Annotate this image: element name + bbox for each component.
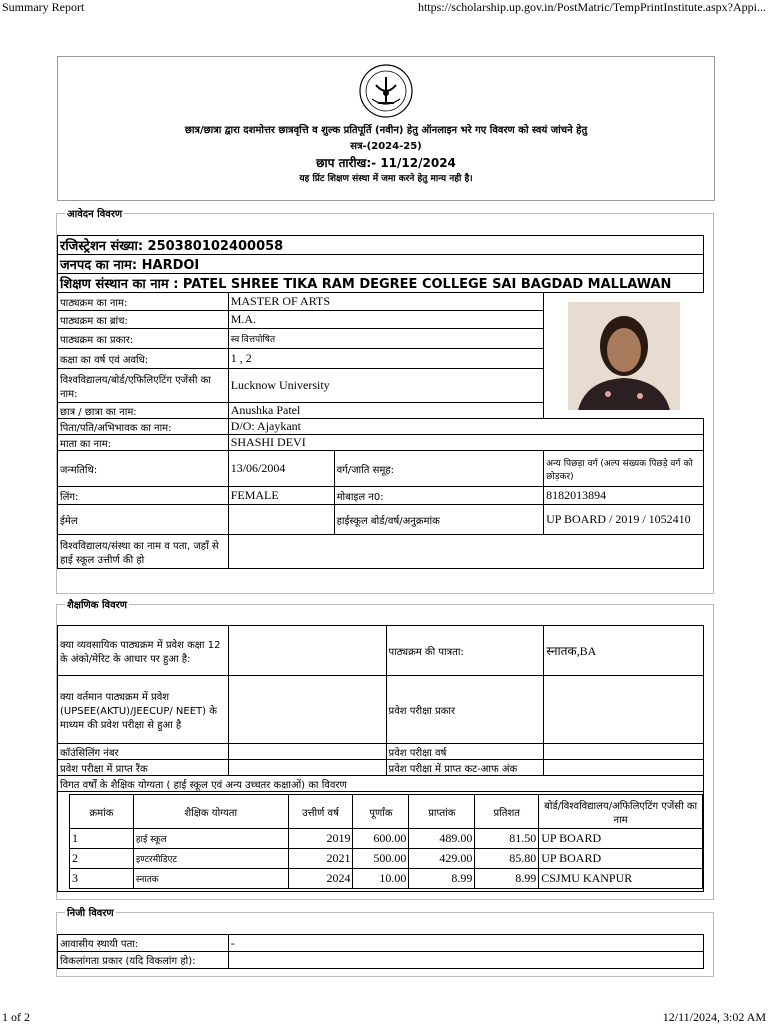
table-row	[70, 869, 703, 889]
cell-serial: 1	[70, 829, 134, 849]
application-section	[56, 206, 714, 594]
cell-serial: 2	[70, 849, 134, 869]
cell-percent: 81.50	[475, 829, 539, 849]
dob-value: 13/06/2004	[228, 451, 334, 487]
address-label: आवासीय स्थायी पता:	[58, 935, 229, 952]
cell-percent: 85.80	[475, 849, 539, 869]
col-qualification: शैक्षिक योग्यता	[133, 795, 288, 829]
past-education-table	[69, 794, 703, 889]
report-header	[57, 56, 715, 201]
cell-obtained: 8.99	[409, 869, 475, 889]
mobile-label: मोबाइल न0:	[334, 487, 544, 505]
district-name: जनपद का नाम: HARDOI	[58, 255, 704, 274]
eligibility-value: स्नातक,BA	[544, 626, 704, 676]
cell-obtained: 489.00	[409, 829, 475, 849]
col-board: बोर्ड/विश्वविद्यालय/अफिलिएटिंग एजेंसी का नाम	[539, 795, 703, 829]
entrance-question-value	[228, 676, 386, 744]
cell-obtained: 429.00	[409, 849, 475, 869]
mother-name: SHASHI DEVI	[228, 435, 703, 451]
exam-type-value	[544, 676, 704, 744]
course-name: MASTER OF ARTS	[228, 293, 543, 311]
merit-question-value	[228, 626, 386, 676]
cell-pass-year: 2021	[288, 849, 353, 869]
cell-pass-year: 2019	[288, 829, 353, 849]
highschool-value: UP BOARD / 2019 / 1052410	[544, 505, 704, 535]
dob-label: जन्मतिथि:	[58, 451, 229, 487]
personal-table	[57, 934, 704, 969]
course-type: स्व वित्तपोषित	[228, 329, 543, 349]
cell-max-marks: 10.00	[353, 869, 409, 889]
personal-section	[56, 905, 714, 977]
category-value: अन्य पिछड़ा वर्ग (अल्प संख्यक पिछड़े वर्ग को छोड़कर)	[544, 451, 704, 487]
category-label: वर्ग/जाति समूह:	[334, 451, 544, 487]
cutoff-value	[544, 760, 704, 776]
past-education-cell	[58, 792, 704, 892]
mother-label: माता का नाम:	[58, 435, 229, 451]
email-value	[228, 505, 334, 535]
exam-year-value	[544, 744, 704, 760]
past-education-header	[70, 795, 703, 829]
cell-qualification: हाई स्कूल	[133, 829, 288, 849]
email-label: ईमेल	[58, 505, 229, 535]
eligibility-label: पाठ्यक्रम की पात्रता:	[386, 626, 544, 676]
col-max-marks: पूर्णांक	[353, 795, 409, 829]
course-name-label: पाठ्यक्रम का नाम:	[58, 293, 229, 311]
cutoff-label: प्रवेश परीक्षा में प्राप्त कट-आफ अंक	[386, 760, 544, 776]
header-line: छात्र/छात्रा द्वारा दशमोत्तर छात्रवृत्ति व शुल्क प्रतिपूर्ति (नवीन) हेतु ऑनलाइन भरे गए विवरण को स्वयं जांचने हेतु	[184, 125, 588, 136]
cell-board: CSJMU KANPUR	[539, 869, 703, 889]
table-row	[70, 829, 703, 849]
exam-year-label: प्रवेश परीक्षा वर्ष	[386, 744, 544, 760]
cell-max-marks: 600.00	[353, 829, 409, 849]
cell-pass-year: 2024	[288, 869, 353, 889]
cell-board: UP BOARD	[539, 829, 703, 849]
merit-question-label: क्या व्यवसायिक पाठ्यक्रम में प्रवेश कक्षा 12 के अंको/मेरिट के आधार पर हुआ है:	[58, 626, 229, 676]
cell-board: UP BOARD	[539, 849, 703, 869]
university-value: Lucknow University	[228, 369, 543, 403]
past-education-title: विगत वर्षों के शैक्षिक योग्यता ( हाई स्कूल एवं अन्य उच्चतर कक्षाओं) का विवरण	[58, 776, 704, 792]
cell-serial: 3	[70, 869, 134, 889]
page-url: https://scholarship.up.gov.in/PostMatric/TempPrintInstitute.aspx?Appi...	[417, 0, 766, 14]
student-name: Anushka Patel	[228, 403, 543, 419]
disability-value	[228, 952, 703, 969]
col-pass-year: उत्तीर्ण वर्ष	[288, 795, 353, 829]
institution-name: शिक्षण संस्थान का नाम : PATEL SHREE TIKA RAM DEGREE COLLEGE SAI BAGDAD MALLAWAN	[58, 274, 704, 293]
cell-percent: 8.99	[475, 869, 539, 889]
year-value: 1 , 2	[228, 349, 543, 369]
academic-table	[57, 625, 704, 892]
cell-qualification: स्नातक	[133, 869, 288, 889]
col-percent: प्रतिशत	[475, 795, 539, 829]
rank-value	[228, 760, 386, 776]
branch-label: पाठ्यक्रम का ब्रांच:	[58, 311, 229, 329]
print-date: छाप तारीख:- 11/12/2024	[316, 156, 456, 170]
up-government-emblem-icon	[358, 63, 414, 119]
application-table	[57, 235, 704, 569]
rank-label: प्रवेश परीक्षा में प्राप्त रैंक	[58, 760, 229, 776]
session: सत्र-(2024-25)	[350, 141, 422, 152]
mobile-value: 8182013894	[544, 487, 704, 505]
father-name: D/O: Ajaykant	[228, 419, 703, 435]
print-datetime: 12/11/2024, 3:02 AM	[662, 1010, 766, 1024]
academic-section	[56, 597, 714, 900]
address-value: -	[228, 935, 703, 952]
page-number: 1 of 2	[2, 1010, 30, 1024]
col-serial: क्रमांक	[70, 795, 134, 829]
academic-legend: शैक्षणिक विवरण	[67, 600, 127, 611]
cell-qualification: इण्टरमीडिएट	[133, 849, 288, 869]
student-photo	[568, 302, 680, 410]
cell-max-marks: 500.00	[353, 849, 409, 869]
father-label: पिता/पति/अभिभावक का नाम:	[58, 419, 229, 435]
disability-label: विकलांगता प्रकार (यदि विकलांग हो):	[58, 952, 229, 969]
entrance-question-label: क्या वर्तमान पाठ्यक्रम में प्रवेश (UPSEE(AKTU)/JEECUP/ NEET) के माध्यम की प्रवेश परीक्षा से हुआ है	[58, 676, 229, 744]
course-type-label: पाठ्यक्रम का प्रकार:	[58, 329, 229, 349]
photo-cell	[544, 293, 704, 419]
application-legend: आवेदन विवरण	[67, 209, 123, 220]
header-note: यह प्रिंट शिक्षण संस्था में जमा करने हेतु मान्य नही है।	[299, 174, 473, 184]
table-row	[70, 849, 703, 869]
registration-number: रजिस्ट्रेशन संख्या: 250380102400058	[58, 236, 704, 255]
gender-value: FEMALE	[228, 487, 334, 505]
personal-legend: निजी विवरण	[67, 908, 114, 919]
gender-label: लिंग:	[58, 487, 229, 505]
counselling-label: कॉउंसिलिंग नंबर	[58, 744, 229, 760]
print-header	[0, 0, 768, 16]
year-label: कक्षा का वर्ष एवं अवधि:	[58, 349, 229, 369]
exam-type-label: प्रवेश परीक्षा प्रकार	[386, 676, 544, 744]
highschool-label: हाईस्कूल बोर्ड/वर्ष/अनुक्रमांक	[334, 505, 544, 535]
highschool-institute-label: विश्वविद्यालय/संस्था का नाम व पता, जहाँ से हाई स्कूल उत्तीर्ण की हो	[58, 535, 229, 569]
highschool-institute	[228, 535, 703, 569]
page-title: Summary Report	[2, 0, 85, 14]
student-label: छात्र / छात्रा का नाम:	[58, 403, 229, 419]
col-obtained: प्राप्तांक	[409, 795, 475, 829]
university-label: विश्वविद्यालय/बोर्ड/एफिलिएटिंग एजेंसी का नाम:	[58, 369, 229, 403]
counselling-value	[228, 744, 386, 760]
branch-value: M.A.	[228, 311, 543, 329]
